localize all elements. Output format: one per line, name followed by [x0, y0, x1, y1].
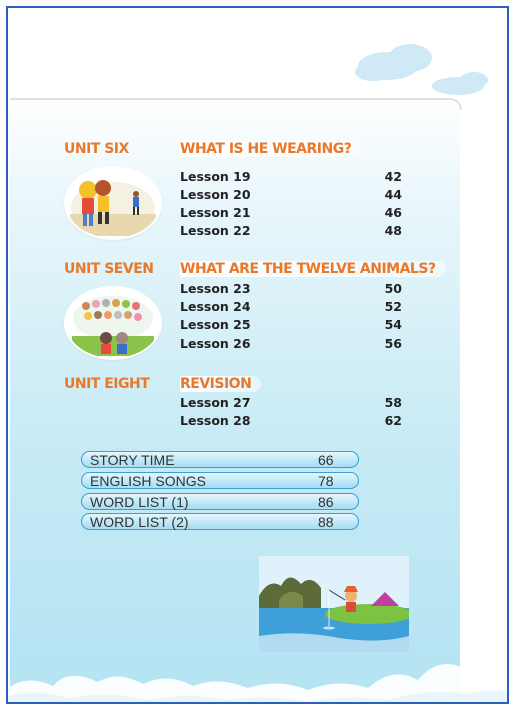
extra-page: 78: [318, 473, 334, 489]
kids-dressing-illustration: [66, 168, 160, 238]
extra-label: WORD LIST (2): [90, 514, 189, 530]
lesson-page: 58: [384, 395, 402, 410]
extra-page: 66: [318, 452, 334, 468]
cloud-icon: [348, 38, 498, 98]
lesson-page: 48: [384, 223, 402, 238]
unit-title: REVISION: [180, 376, 261, 392]
unit-title: WHAT ARE THE TWELVE ANIMALS?: [180, 261, 446, 277]
extra-page: 86: [318, 494, 334, 510]
lesson-name: Lesson 25: [180, 317, 251, 332]
twelve-animals-illustration: [66, 288, 160, 358]
extra-item-story-time: [81, 451, 359, 468]
lesson-name: Lesson 19: [180, 169, 251, 184]
lesson-name: Lesson 27: [180, 395, 251, 410]
lesson-page: 54: [384, 317, 402, 332]
page-frame: [6, 6, 509, 704]
lesson-name: Lesson 23: [180, 281, 251, 296]
unit-label: UNIT EIGHT: [64, 376, 150, 392]
unit-label: UNIT SEVEN: [64, 261, 154, 277]
extra-item-english-songs: [81, 472, 359, 489]
lesson-page: 62: [384, 413, 402, 428]
extra-label: WORD LIST (1): [90, 494, 189, 510]
unit-label: UNIT SIX: [64, 141, 129, 157]
lesson-name: Lesson 21: [180, 205, 251, 220]
extra-label: STORY TIME: [90, 452, 175, 468]
extra-label: ENGLISH SONGS: [90, 473, 206, 489]
extra-item-word-list-2: [81, 513, 359, 530]
lesson-page: 42: [384, 169, 402, 184]
lesson-name: Lesson 24: [180, 299, 251, 314]
lesson-name: Lesson 28: [180, 413, 251, 428]
card-edge: [10, 98, 462, 110]
lesson-name: Lesson 22: [180, 223, 251, 238]
fishing-lake-illustration: [259, 556, 409, 652]
lesson-page: 56: [384, 336, 402, 351]
unit-title: WHAT IS HE WEARING?: [180, 141, 361, 157]
extra-item-word-list-1: [81, 493, 359, 510]
bottom-clouds: [8, 648, 509, 704]
extra-page: 88: [318, 514, 334, 530]
lesson-page: 52: [384, 299, 402, 314]
lesson-name: Lesson 20: [180, 187, 251, 202]
lesson-name: Lesson 26: [180, 336, 251, 351]
lesson-page: 46: [384, 205, 402, 220]
lesson-page: 50: [384, 281, 402, 296]
lesson-page: 44: [384, 187, 402, 202]
